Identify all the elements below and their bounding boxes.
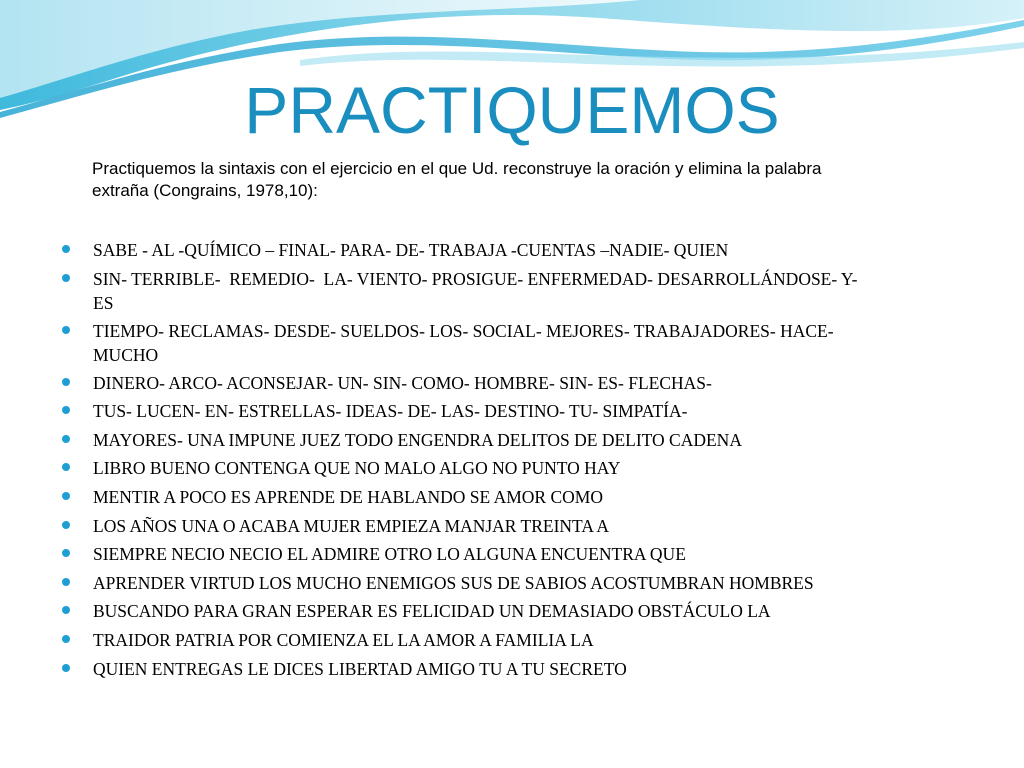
list-item [62, 514, 967, 538]
bullet-icon [62, 326, 70, 334]
list-item-text: SIEMPRE NECIO NECIO EL ADMIRE OTRO LO ALGUNA ENCUENTRA QUE [93, 544, 686, 565]
list-item [62, 428, 967, 452]
list-item-text: DINERO- ARCO- ACONSEJAR- UN- SIN- COMO- HOMBRE- SIN- ES- FLECHAS- [93, 372, 712, 393]
list-item [62, 238, 967, 262]
list-item-text: QUIEN ENTREGAS LE DICES LIBERTAD AMIGO TU A TU SECRETO [93, 658, 627, 679]
bullet-icon [62, 578, 70, 586]
list-item-text: MAYORES- UNA IMPUNE JUEZ TODO ENGENDRA DELITOS DE DELITO CADENA [93, 429, 742, 450]
list-item-text: LOS AÑOS UNA O ACABA MUJER EMPIEZA MANJAR TREINTA A [93, 515, 610, 536]
slide-title: PRACTIQUEMOS [244, 73, 780, 147]
list-item [62, 456, 967, 480]
list-item [62, 399, 967, 423]
intro-line-2: extraña (Congrains, 1978,10): [92, 181, 318, 200]
bullet-icon [62, 549, 70, 557]
exercise-list [62, 238, 967, 685]
bullet-icon [62, 635, 70, 643]
bullet-icon [62, 378, 70, 386]
list-item [62, 319, 967, 367]
list-item-text: TUS- LUCEN- EN- ESTRELLAS- IDEAS- DE- LAS- DESTINO- TU- SIMPATÍA- [93, 401, 688, 422]
bullet-icon [62, 245, 70, 253]
bullet-icon [62, 664, 70, 672]
intro-paragraph [92, 158, 972, 202]
list-item-text: LIBRO BUENO CONTENGA QUE NO MALO ALGO NO PUNTO HAY [93, 458, 621, 479]
bullet-icon [62, 463, 70, 471]
list-item [62, 628, 967, 652]
bullet-icon [62, 406, 70, 414]
bullet-icon [62, 435, 70, 443]
list-item-text: BUSCANDO PARA GRAN ESPERAR ES FELICIDAD UN DEMASIADO OBSTÁCULO LA [93, 601, 771, 622]
list-item [62, 371, 967, 395]
list-item-text: SIN- TERRIBLE- REMEDIO- LA- VIENTO- PROSIGUE- ENFERMEDAD- DESARROLLÁNDOSE- Y- ES [93, 268, 858, 313]
list-item-text: TRAIDOR PATRIA POR COMIENZA EL LA AMOR A FAMILIA LA [93, 629, 594, 650]
bullet-icon [62, 492, 70, 500]
list-item [62, 599, 967, 623]
list-item-text: APRENDER VIRTUD LOS MUCHO ENEMIGOS SUS DE SABIOS ACOSTUMBRAN HOMBRES [93, 572, 814, 593]
list-item-text: TIEMPO- RECLAMAS- DESDE- SUELDOS- LOS- SOCIAL- MEJORES- TRABAJADORES- HACE- MUCHO [93, 320, 834, 365]
bullet-icon [62, 274, 70, 282]
list-item [62, 267, 967, 315]
bullet-icon [62, 521, 70, 529]
list-item [62, 571, 967, 595]
bullet-icon [62, 606, 70, 614]
intro-line-1: Practiquemos la sintaxis con el ejercicio en el que Ud. reconstruye la oración y elimina la palabra [92, 159, 822, 178]
list-item [62, 542, 967, 566]
list-item-text: MENTIR A POCO ES APRENDE DE HABLANDO SE AMOR COMO [93, 486, 603, 507]
list-item [62, 657, 967, 681]
list-item [62, 485, 967, 509]
list-item-text: SABE - AL -QUÍMICO – FINAL- PARA- DE- TRABAJA -CUENTAS –NADIE- QUIEN [93, 240, 729, 260]
